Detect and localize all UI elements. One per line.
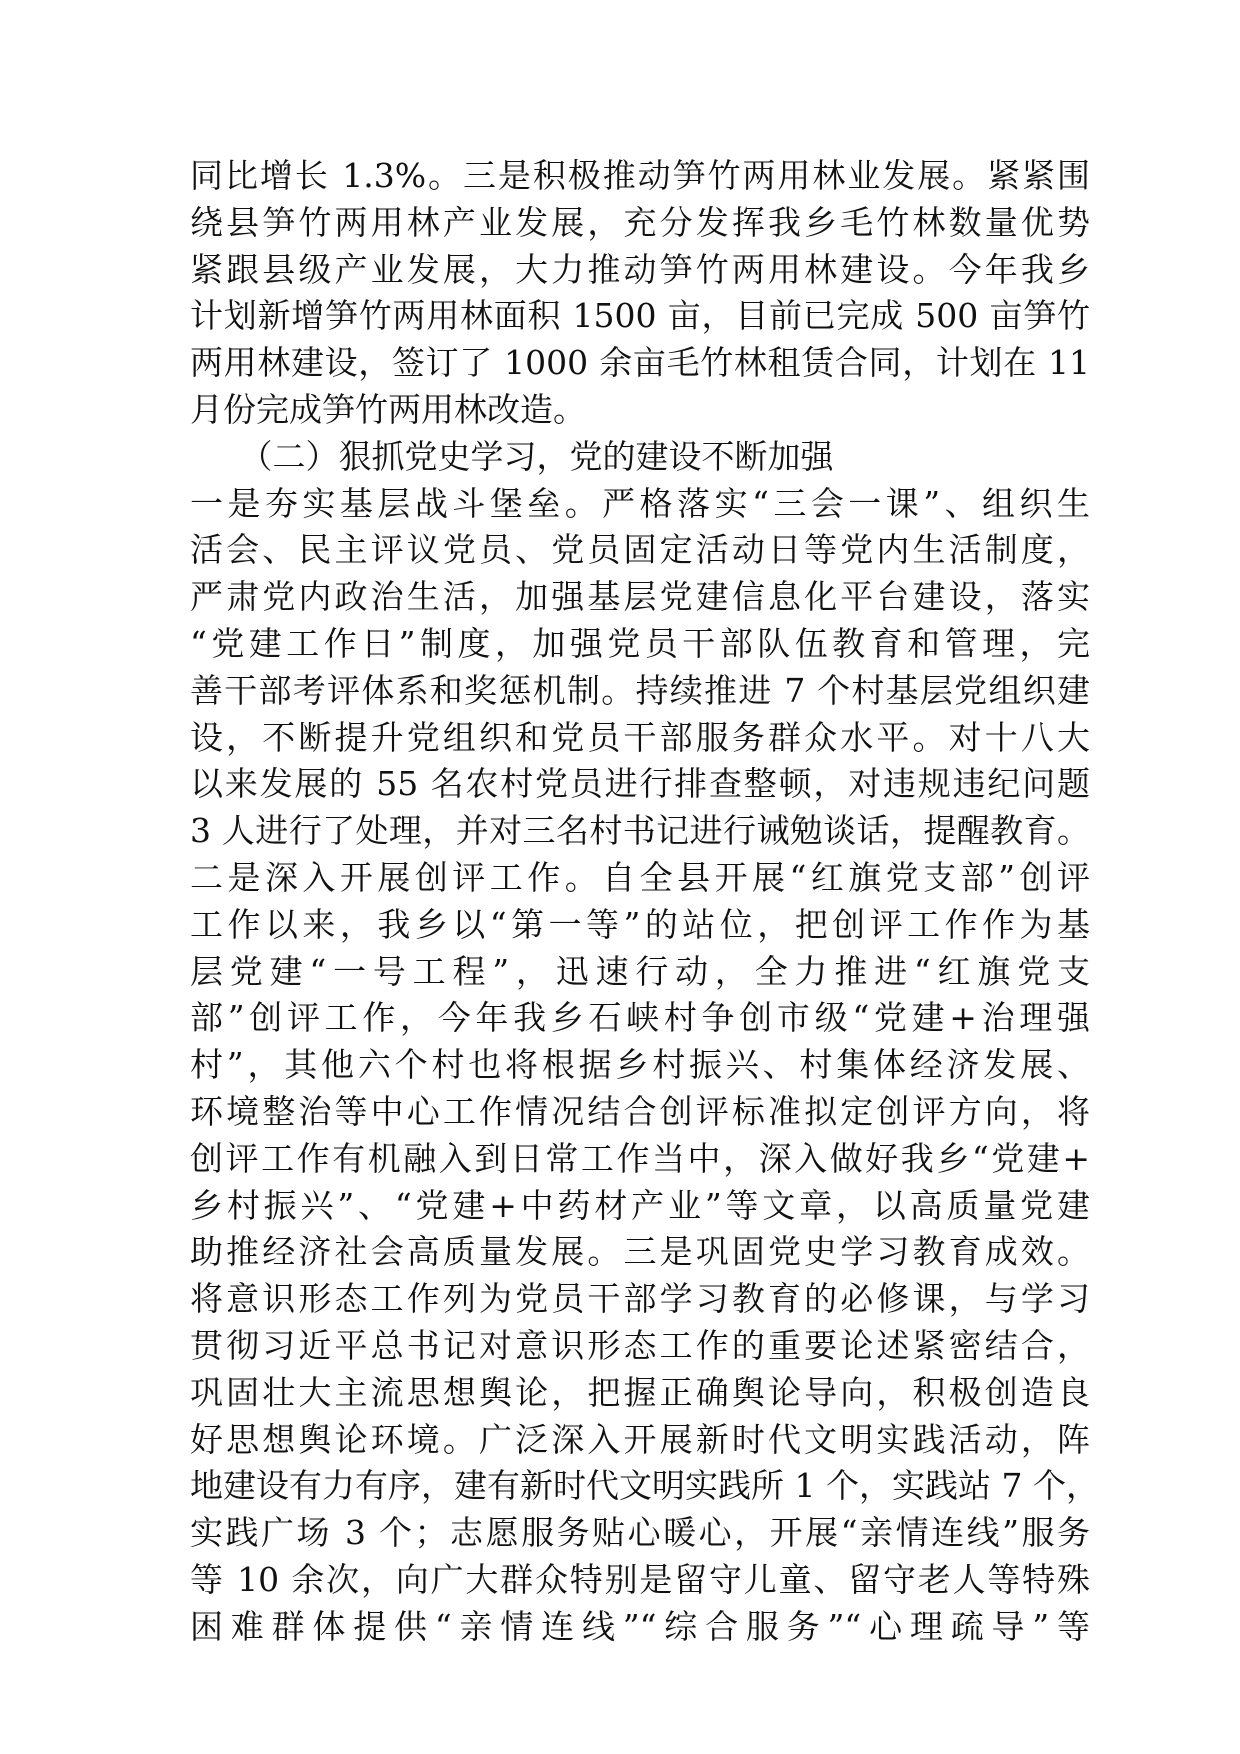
text-line: 以来发展的 55 名农村党员进行排查整顿，对违规违纪问题 bbox=[190, 764, 1090, 804]
text-line: 严肃党内政治生活，加强基层党建信息化平台建设，落实 bbox=[190, 577, 1090, 617]
body-text bbox=[190, 153, 1099, 1651]
text-line: 贯彻习近平总书记对意识形态工作的重要论述紧密结合， bbox=[190, 1325, 1090, 1365]
text-line: 同比增长 1.3%。三是积极推动笋竹两用林业发展。紧紧围 bbox=[190, 156, 1090, 195]
text-line: 部”创评工作，今年我乡石峡村争创市级“党建+治理强 bbox=[190, 998, 1090, 1038]
text-line: 助推经济社会高质量发展。三是巩固党史学习教育成效。 bbox=[190, 1232, 1090, 1272]
text-line: 设，不断提升党组织和党员干部服务群众水平。对十八大 bbox=[190, 717, 1090, 757]
text-line: 计划新增笋竹两用林面积 1500 亩，目前已完成 500 亩笋竹 bbox=[190, 296, 1090, 336]
text-line: 善干部考评体系和奖惩机制。持续推进 7 个村基层党组织建 bbox=[190, 670, 1090, 710]
text-line: 巩固壮大主流思想舆论，把握正确舆论导向，积极创造良 bbox=[190, 1372, 1090, 1412]
text-line: 一是夯实基层战斗堡垒。严格落实“三会一课”、组织生 bbox=[190, 483, 1090, 523]
text-line: “党建工作日”制度，加强党员干部队伍教育和管理，完 bbox=[190, 623, 1090, 663]
text-line: 绕县笋竹两用林产业发展，充分发挥我乡毛竹林数量优势 bbox=[190, 202, 1090, 242]
text-line: 将意识形态工作列为党员干部学习教育的必修课，与学习 bbox=[190, 1279, 1090, 1319]
text-line: 村”，其他六个村也将根据乡村振兴、村集体经济发展、 bbox=[190, 1045, 1090, 1085]
text-line: 困难群体提供“亲情连线”“综合服务”“心理疏导”等 bbox=[190, 1606, 1090, 1646]
text-line: 活会、民主评议党员、党员固定活动日等党内生活制度， bbox=[190, 530, 1090, 570]
text-line: 实践广场 3 个；志愿服务贴心暖心，开展“亲情连线”服务 bbox=[190, 1513, 1090, 1553]
text-line: 层党建“一号工程”，迅速行动，全力推进“红旗党支 bbox=[190, 951, 1090, 991]
text-line: 乡村振兴”、“党建+中药材产业”等文章，以高质量党建 bbox=[190, 1185, 1090, 1225]
text-line: 创评工作有机融入到日常工作当中，深入做好我乡“党建+ bbox=[190, 1138, 1090, 1178]
paragraph-end-line: 月份完成笋竹两用林改造。 bbox=[190, 389, 586, 429]
text-line: 紧跟县级产业发展，大力推动笋竹两用林建设。今年我乡 bbox=[190, 249, 1090, 289]
text-line: 工作以来，我乡以“第一等”的站位，把创评工作作为基 bbox=[190, 904, 1090, 944]
text-line: 两用林建设，签订了 1000 余亩毛竹林租赁合同，计划在 11 bbox=[190, 343, 1090, 383]
text-line: 好思想舆论环境。广泛深入开展新时代文明实践活动，阵 bbox=[190, 1419, 1090, 1459]
text-line: 地建设有力有序，建有新时代文明实践所 1 个，实践站 7 个， bbox=[190, 1466, 1099, 1506]
text-line: 二是深入开展创评工作。自全县开展“红旗党支部”创评 bbox=[190, 857, 1090, 897]
text-line: 等 10 余次，向广大群众特别是留守儿童、留守老人等特殊 bbox=[190, 1559, 1090, 1599]
text-line: 环境整治等中心工作情况结合创评标准拟定创评方向，将 bbox=[190, 1091, 1090, 1131]
text-line: 3 人进行了处理，并对三名村书记进行诫勉谈话，提醒教育。 bbox=[190, 811, 1090, 851]
section-heading: （二）狠抓党史学习，党的建设不断加强 bbox=[190, 436, 834, 476]
